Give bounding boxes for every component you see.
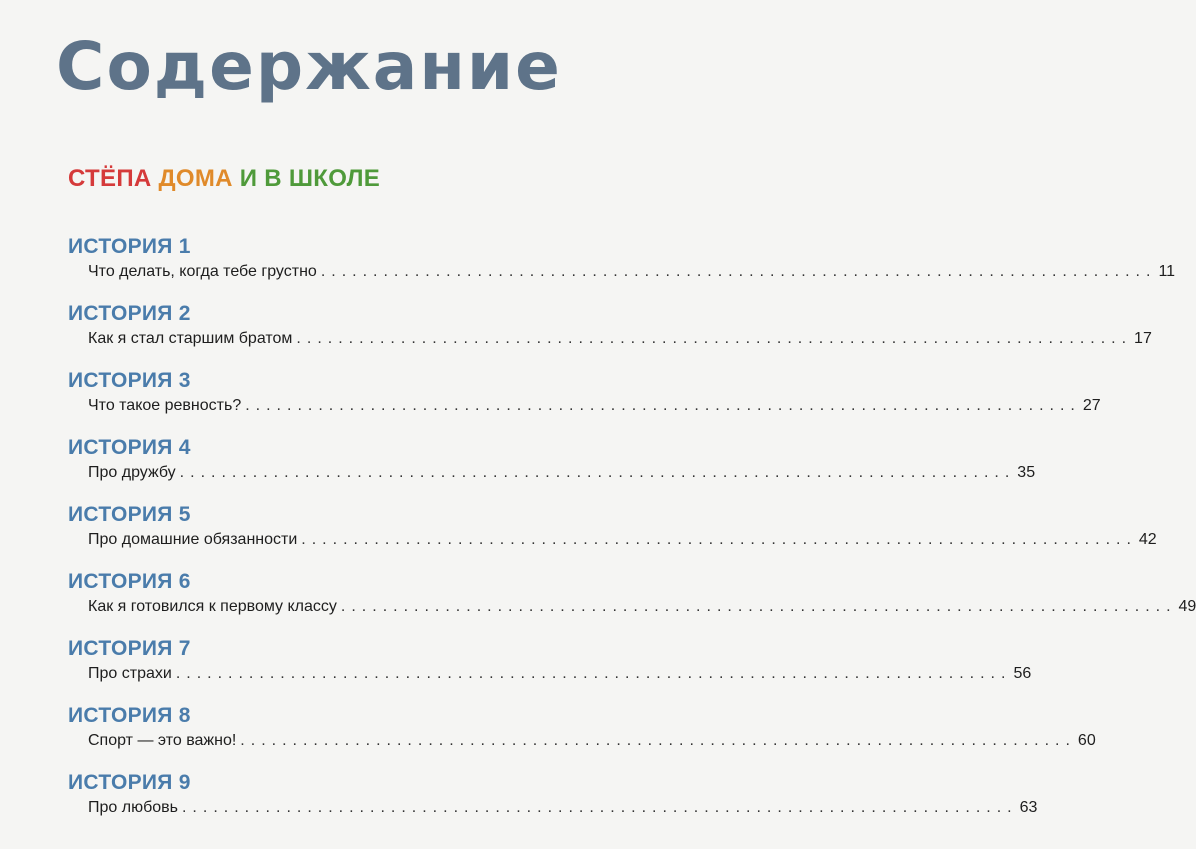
story-title: Что делать, когда тебе грустно — [88, 263, 317, 280]
story-title: Про дружбу — [88, 464, 176, 481]
page-number: 60 — [1077, 732, 1096, 749]
page-number: 63 — [1019, 799, 1038, 816]
leader-dots: ................................................................................ — [301, 531, 1137, 548]
toc-entry[interactable] — [0, 503, 1157, 564]
section-title-part-2: ДОМА — [158, 165, 240, 192]
story-heading: ИСТОРИЯ 7 — [68, 637, 191, 660]
toc-entry[interactable] — [0, 771, 1038, 832]
page-number: 17 — [1134, 330, 1152, 347]
toc-row — [88, 798, 1038, 818]
leader-dots: ................................................................................ — [179, 464, 1016, 481]
page-number: 35 — [1017, 464, 1036, 481]
leader-dots: ................................................................................ — [175, 665, 1012, 682]
toc-entry[interactable] — [0, 436, 1036, 497]
toc-row — [88, 262, 1176, 282]
toc-row — [88, 396, 1101, 416]
story-heading: ИСТОРИЯ 4 — [68, 436, 191, 459]
leader-dots: ................................................................................ — [340, 598, 1177, 615]
toc-row — [88, 664, 1032, 684]
page-number: 56 — [1013, 665, 1032, 682]
story-heading: ИСТОРИЯ 8 — [68, 704, 191, 727]
story-heading: ИСТОРИЯ 3 — [68, 369, 191, 392]
story-heading: ИСТОРИЯ 6 — [68, 570, 191, 593]
toc-row — [88, 530, 1157, 550]
section-title — [68, 167, 380, 191]
story-heading: ИСТОРИЯ 5 — [68, 503, 191, 526]
toc-entry[interactable] — [0, 704, 1096, 765]
story-title: Что такое ревность? — [88, 397, 242, 414]
story-title: Про домашние обязанности — [88, 531, 298, 548]
toc-entry[interactable] — [0, 570, 1196, 631]
section-title-part-3: И В ШКОЛЕ — [239, 165, 381, 192]
section-title-part-1: СТЁПА — [68, 165, 159, 192]
toc-entry[interactable] — [0, 369, 1101, 430]
story-title: Как я стал старшим братом — [88, 330, 293, 347]
leader-dots: ................................................................................ — [181, 799, 1018, 816]
toc-row — [88, 463, 1036, 483]
story-heading: ИСТОРИЯ 2 — [68, 302, 191, 325]
story-heading: ИСТОРИЯ 1 — [68, 235, 191, 258]
story-title: Про любовь — [88, 799, 178, 816]
toc-row — [88, 329, 1152, 349]
page-title: Содержание — [56, 28, 562, 105]
page-number: 42 — [1138, 531, 1157, 548]
story-title: Про страхи — [88, 665, 172, 682]
story-title: Как я готовился к первому классу — [88, 598, 337, 615]
page-number: 27 — [1082, 397, 1101, 414]
toc-row — [88, 731, 1096, 751]
leader-dots: ................................................................................ — [296, 330, 1133, 347]
toc-row — [88, 597, 1196, 617]
toc-entry[interactable] — [0, 235, 1176, 296]
story-heading: ИСТОРИЯ 9 — [68, 771, 191, 794]
leader-dots: ................................................................................ — [240, 732, 1076, 749]
leader-dots: ................................................................................ — [320, 263, 1157, 280]
page-number: 49 — [1178, 598, 1196, 615]
leader-dots: ................................................................................ — [245, 397, 1081, 414]
toc-entry[interactable] — [0, 302, 1152, 363]
toc-entry[interactable] — [0, 637, 1032, 698]
story-title: Спорт — это важно! — [88, 732, 237, 749]
page-number: 11 — [1158, 263, 1176, 280]
